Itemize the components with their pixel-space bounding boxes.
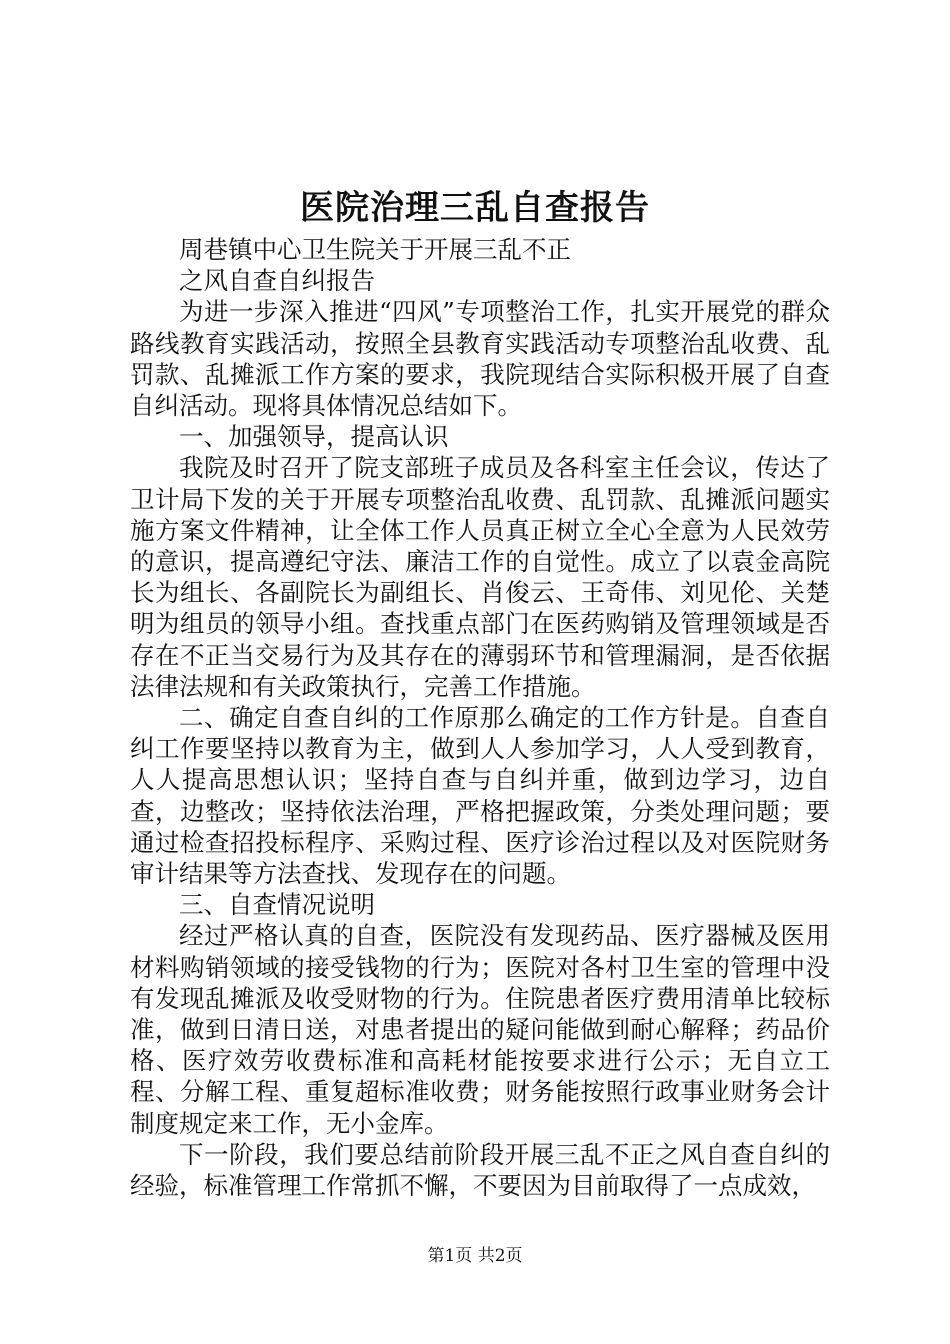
paragraph: 我院及时召开了院支部班子成员及各科室主任会议，传达了卫计局下发的关于开展专项整治乱收费、乱罚款、乱摊派问题实施方案文件精神，让全体工作人员真正树立全心全意为人民效劳的意识，提高遵纪守法、廉洁工作的自觉性。成立了以袁金高院长为组长、各副院长为副组长、肖俊云、王奇伟、刘见伦、关楚明为组员的领导小组。查找重点部门在医药购销及管理领域是否存在不正当交易行为及其存在的薄弱环节和管理漏洞，是否依据法律法规和有关政策执行，完善工作措施。 <box>130 453 830 701</box>
paragraph: 二、确定自查自纠的工作原那么确定的工作方针是。自查自纠工作要坚持以教育为主，做到人人参加学习，人人受到教育，人人提高思想认识；坚持自查与自纠并重，做到边学习，边自查，边整改；坚持依法治理，严格把握政策，分类处理问题；要通过检查招投标程序、采购过程、医疗诊治过程以及对医院财务审计结果等方法查找、发现存在的问题。 <box>130 703 830 889</box>
document-body <box>130 234 830 1201</box>
paragraph: 下一阶段，我们要总结前阶段开展三乱不正之风自查自纠的经验，标准管理工作常抓不懈，不要因为目前取得了一点成效， <box>130 1139 830 1201</box>
paragraph: 经过严格认真的自查，医院没有发现药品、医疗器械及医用材料购销领域的接受钱物的行为；医院对各村卫生室的管理中没有发现乱摊派及收受财物的行为。住院患者医疗费用清单比较标准，做到日清日送，对患者提出的疑问能做到耐心解释；药品价格、医疗效劳收费标准和高耗材能按要求进行公示；无自立工程、分解工程、重复超标准收费；财务能按照行政事业财务会计制度规定来工作，无小金库。 <box>130 921 830 1138</box>
page-footer: 第1页 共2页 <box>427 1246 523 1266</box>
paragraph: 周巷镇中心卫生院关于开展三乱不正 <box>179 235 571 264</box>
document-title: 医院治理三乱自查报告 <box>300 188 650 228</box>
section-heading: 一、加强领导，提高认识 <box>179 422 449 452</box>
paragraph: 为进一步深入推进“四风”专项整治工作，扎实开展党的群众路线教育实践活动，按照全县教育实践活动专项整治乱收费、乱罚款、乱摊派工作方案的要求，我院现结合实际积极开展了自查自纠活动。现将具体情况总结如下。 <box>130 297 830 421</box>
paragraph: 之风自查自纠报告 <box>179 266 375 296</box>
section-heading: 三、自查情况说明 <box>179 890 375 920</box>
